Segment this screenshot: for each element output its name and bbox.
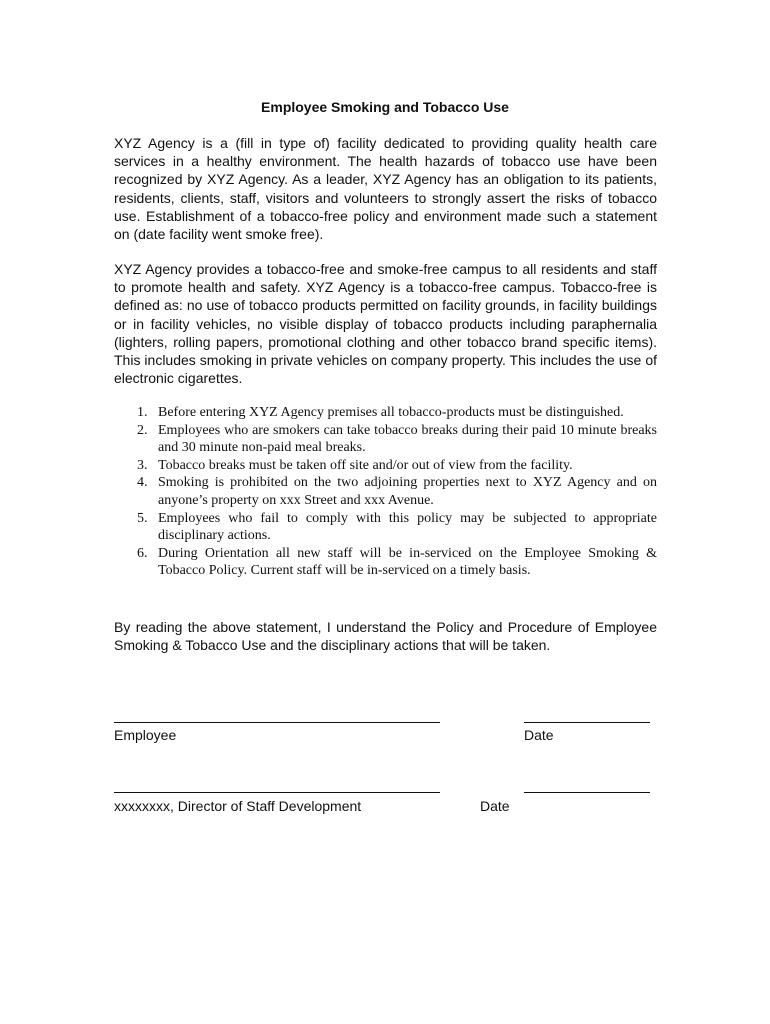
list-item-text: Smoking is prohibited on the two adjoining properties next to XYZ Agency and on anyone’s property on xxx Street and xxx Avenue. bbox=[158, 475, 657, 508]
list-item-number: 2. bbox=[137, 422, 148, 438]
list-item-text: Employees who are smokers can take tobacco breaks during their paid 10 minute breaks and 30 minute non-paid meal breaks. bbox=[158, 422, 657, 456]
director-date-line[interactable] bbox=[524, 792, 650, 793]
director-date-label: Date bbox=[480, 798, 510, 814]
director-signature-label: xxxxxxxx, Director of Staff Development bbox=[114, 798, 362, 814]
employee-date-line[interactable] bbox=[524, 722, 650, 723]
employee-signature-label: Employee bbox=[114, 727, 177, 743]
list-item-text: During Orientation all new staff will be in-serviced on the Employee Smoking & Tobacco Policy. Current staff will be in-serviced on a timely basis. bbox=[158, 545, 657, 579]
list-item-number: 6. bbox=[137, 545, 148, 561]
policy-rules-list bbox=[133, 404, 657, 580]
list-item-text: Employees who fail to comply with this policy may be subjected to appropriate disciplinary actions. bbox=[158, 510, 657, 544]
list-item-number: 5. bbox=[137, 510, 148, 526]
acknowledgement-paragraph: By reading the above statement, I understand the Policy and Procedure of Employee Smoking & Tobacco Use and the disciplinary actions that will be taken. bbox=[114, 619, 657, 654]
list-item bbox=[133, 474, 657, 509]
list-item bbox=[133, 510, 657, 545]
employee-date-label: Date bbox=[524, 727, 554, 743]
employee-signature-line[interactable] bbox=[114, 722, 440, 723]
policy-paragraph: XYZ Agency provides a tobacco-free and smoke-free campus to all residents and staff to promote health and safety. XYZ Agency is a tobacco-free campus. Tobacco-free is defined as: no use of tobacco products permitted on facility grounds, in facility buildings or in facility vehicles, no visible display of tobacco products including paraphernalia (lighters, rolling papers, promotional clothing and other tobacco brand specific items). This includes smoking in private vehicles on company property. This includes the use of electronic cigarettes. bbox=[114, 261, 657, 387]
list-item-number: 4. bbox=[137, 475, 148, 491]
list-item-text: Tobacco breaks must be taken off site and/or out of view from the facility. bbox=[158, 457, 573, 473]
list-item-number: 3. bbox=[137, 457, 148, 473]
list-item-text: Before entering XYZ Agency premises all tobacco-products must be distinguished. bbox=[158, 405, 624, 420]
list-item bbox=[133, 404, 657, 422]
director-signature-line[interactable] bbox=[114, 792, 440, 793]
list-item bbox=[133, 545, 657, 580]
list-item bbox=[133, 422, 657, 457]
page-title: Employee Smoking and Tobacco Use bbox=[261, 99, 509, 115]
list-item-number: 1. bbox=[137, 405, 148, 420]
list-item bbox=[133, 457, 657, 475]
intro-paragraph: XYZ Agency is a (fill in type of) facility dedicated to providing quality health care services in a healthy environment. The health hazards of tobacco use have been recognized by XYZ Agency. As a leader, XYZ Agency has an obligation to its patients, residents, clients, staff, visitors and volunteers to strongly assert the risks of tobacco use. Establishment of a tobacco-free policy and environment made such a statement on (date facility went smoke free). bbox=[114, 135, 657, 243]
